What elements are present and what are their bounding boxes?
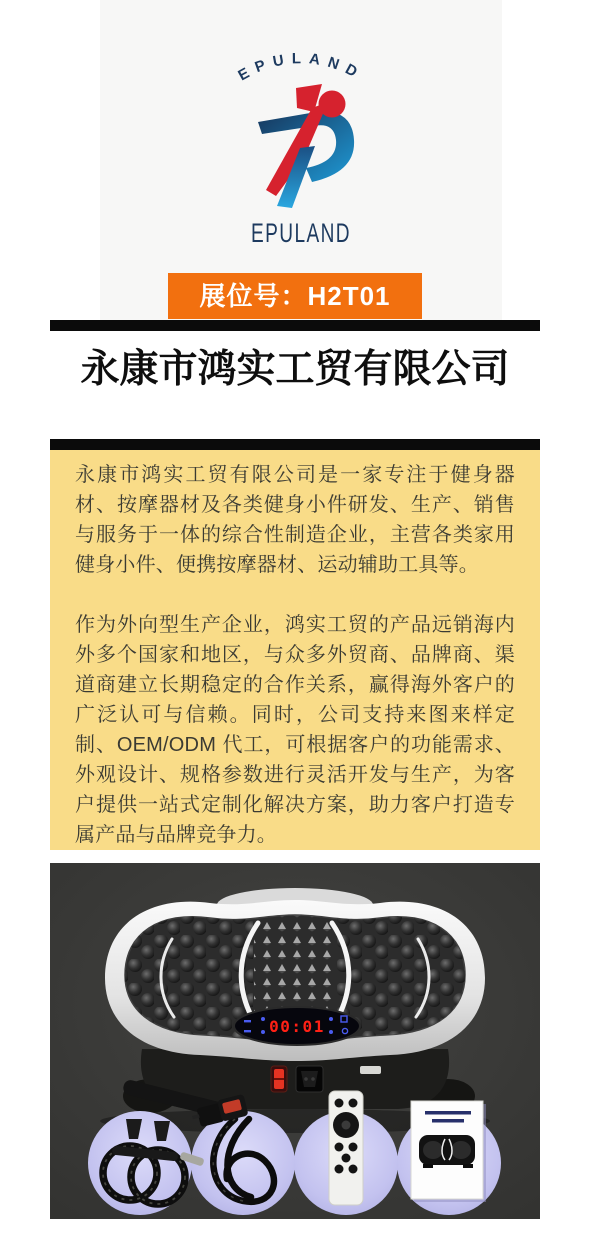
brand-wordmark: EPULAND [251, 218, 351, 248]
intro-paragraph-1: 永康市鸿实工贸有限公司是一家专注于健身器材、按摩器材及各类健身小件研发、生产、销售与服务于一体的综合性制造企业，主营各类家用健身小件、便携按摩器材、运动辅助工具等。 [75, 464, 515, 576]
brand-p-mark-icon [258, 84, 354, 208]
product-photo [50, 863, 540, 1219]
company-name-title: 永康市鸿实工贸有限公司 [80, 348, 510, 391]
vibration-plate-image [50, 863, 540, 1219]
instruction-manual-icon [411, 1101, 486, 1202]
timer-display: 00:01 [269, 1017, 325, 1036]
brand-logo [100, 0, 502, 256]
brand-arc-text: EPULAND [235, 50, 367, 85]
brand-card [100, 0, 502, 320]
booth-number-badge: 展位号：H2T01 [168, 273, 422, 319]
control-panel [234, 1007, 360, 1045]
company-intro-panel [50, 450, 540, 850]
divider-bar-top [50, 320, 540, 331]
usb-port [360, 1066, 381, 1074]
remote-control-icon [329, 1091, 363, 1205]
divider-bar-bottom [50, 439, 540, 450]
intro-paragraph-2: 作为外向型生产企业，鸿实工贸的产品远销海内外多个国家和地区，与众多外贸商、品牌商、渠道商建立长期稳定的合作关系，赢得海外客户的广泛认可与信赖。同时，公司支持来图来样定制、OEM/ODM 代工，可根据客户的功能需求、外观设计、规格参数进行灵活开发与生产，为客户提供一站式定制化解决方案，助力客户打造专属产品与品牌竞争力。 [75, 614, 515, 846]
